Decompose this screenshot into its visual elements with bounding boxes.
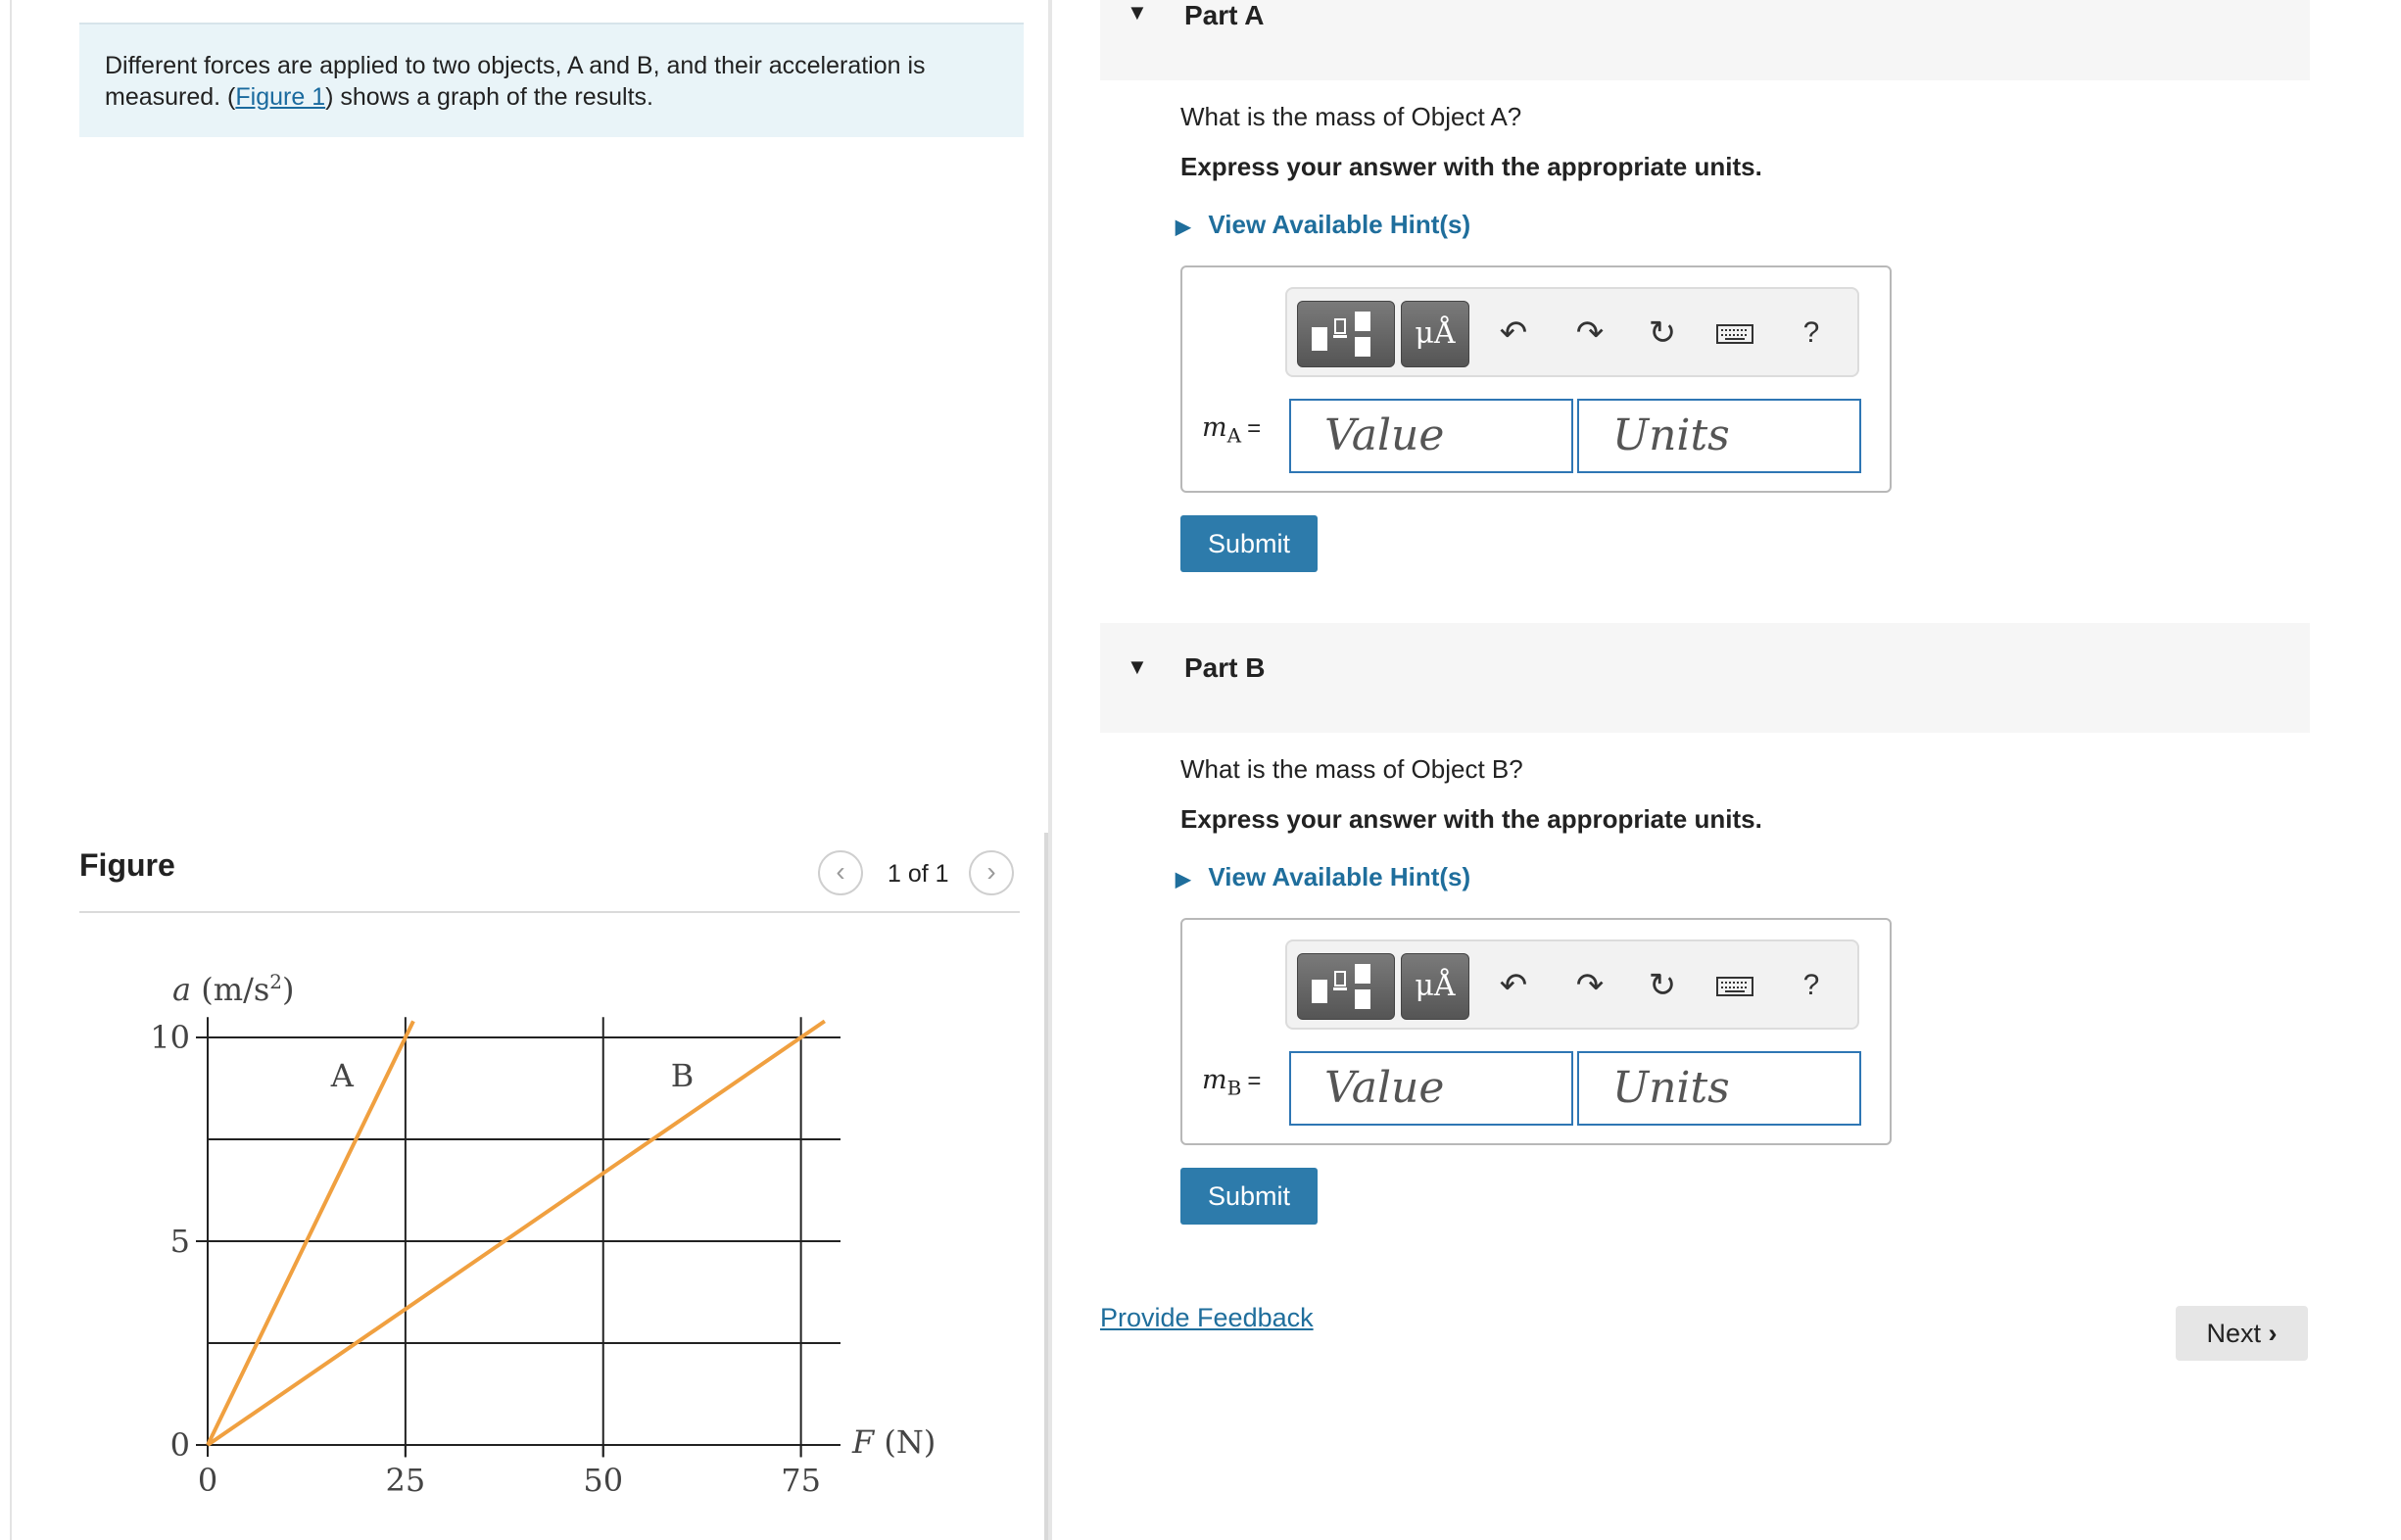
keyboard-button[interactable] xyxy=(1710,961,1759,1010)
figure-title: Figure xyxy=(79,847,175,883)
y-axis-label: a $(m/s^2)$ xyxy=(172,970,295,1008)
x-tick-label: 50 xyxy=(583,1462,624,1499)
y-tick-label: 10 xyxy=(150,1019,190,1056)
chevron-left-icon: ‹ xyxy=(836,856,845,887)
collapse-caret-icon[interactable]: ▼ xyxy=(1127,654,1148,679)
next-button[interactable] xyxy=(2176,1306,2308,1361)
redo-icon: ↷ xyxy=(1575,314,1605,352)
series-line-a xyxy=(208,1021,413,1445)
variable-label: $m_A$ = xyxy=(1202,412,1262,448)
hint-label: View Available Hint(s) xyxy=(1208,210,1471,239)
part-b-submit-button[interactable]: Submit xyxy=(1180,1168,1318,1225)
templates-button[interactable] xyxy=(1297,953,1395,1020)
next-label: Next xyxy=(2206,1319,2261,1348)
figure-counter: 1 of 1 xyxy=(888,860,949,888)
units-input[interactable]: Units xyxy=(1577,1051,1861,1126)
provide-feedback-link[interactable]: Provide Feedback xyxy=(1100,1303,1314,1332)
part-a-hint-link[interactable] xyxy=(1176,210,1470,240)
expand-triangle-icon: ▶ xyxy=(1176,869,1191,890)
intro-text-before: Different forces are applied to two objects, A and B, and their acceleration is measured. ( xyxy=(105,52,926,111)
templates-icon xyxy=(1298,954,1396,1021)
reset-icon: ↻ xyxy=(1648,314,1677,352)
series-label-b: B xyxy=(670,1056,695,1094)
keyboard-icon xyxy=(1713,309,1756,358)
undo-icon: ↶ xyxy=(1499,967,1528,1004)
templates-icon xyxy=(1298,302,1396,368)
figure-divider xyxy=(79,911,1020,913)
series-label-a: A xyxy=(330,1056,354,1094)
chevron-right-icon: › xyxy=(986,856,996,887)
series-line-b xyxy=(208,1021,825,1445)
help-icon: ? xyxy=(1802,969,1820,1001)
units-icon: μÅ xyxy=(1415,969,1456,1003)
part-b-header[interactable] xyxy=(1100,623,2310,733)
chevron-right-icon: › xyxy=(2268,1319,2278,1348)
part-a-submit-button[interactable]: Submit xyxy=(1180,515,1318,572)
part-b-question: What is the mass of Object B? xyxy=(1180,754,1523,784)
figure-next-button[interactable] xyxy=(969,850,1014,895)
x-tick-label: 25 xyxy=(385,1462,426,1499)
redo-icon: ↷ xyxy=(1575,967,1605,1004)
panel-divider xyxy=(1048,0,1052,1540)
units-icon: μÅ xyxy=(1415,316,1456,351)
help-button[interactable] xyxy=(1787,309,1836,358)
force-acceleration-chart xyxy=(137,955,960,1514)
x-tick-label: 75 xyxy=(781,1462,821,1499)
redo-button[interactable] xyxy=(1565,961,1614,1010)
part-b-title: Part B xyxy=(1184,652,1266,683)
y-tick-label: 5 xyxy=(169,1223,190,1260)
keyboard-button[interactable] xyxy=(1710,309,1759,358)
part-a-title: Part A xyxy=(1184,0,1265,30)
units-button[interactable] xyxy=(1401,301,1469,367)
left-edge xyxy=(10,0,12,1540)
part-a-instruction: Express your answer with the appropriate units. xyxy=(1180,152,1762,181)
undo-icon: ↶ xyxy=(1499,314,1528,352)
problem-intro xyxy=(79,23,1024,137)
hint-label: View Available Hint(s) xyxy=(1208,862,1471,891)
intro-text-after: ) shows a graph of the results. xyxy=(325,83,653,111)
figure-link[interactable]: Figure 1 xyxy=(235,83,326,111)
part-b-instruction: Express your answer with the appropriate units. xyxy=(1180,804,1762,834)
templates-button[interactable] xyxy=(1297,301,1395,367)
panel-divider-scroll[interactable] xyxy=(1044,833,1048,1540)
keyboard-icon xyxy=(1713,961,1756,1010)
collapse-caret-icon[interactable]: ▼ xyxy=(1127,0,1148,24)
value-input[interactable]: Value xyxy=(1289,1051,1573,1126)
reset-button[interactable] xyxy=(1638,309,1687,358)
part-b-hint-link[interactable] xyxy=(1176,862,1470,892)
help-icon: ? xyxy=(1802,316,1820,349)
part-a-question: What is the mass of Object A? xyxy=(1180,102,1522,131)
redo-button[interactable] xyxy=(1565,309,1614,358)
part-b-answer-box xyxy=(1180,918,1892,1145)
reset-icon: ↻ xyxy=(1648,967,1677,1004)
part-a-answer-box xyxy=(1180,265,1892,493)
expand-triangle-icon: ▶ xyxy=(1176,217,1191,238)
help-button[interactable] xyxy=(1787,961,1836,1010)
undo-button[interactable] xyxy=(1489,309,1538,358)
math-toolbar xyxy=(1285,939,1859,1030)
figure-prev-button[interactable] xyxy=(818,850,863,895)
variable-label: $m_B$ = xyxy=(1202,1065,1262,1100)
y-tick-label: 0 xyxy=(169,1426,190,1464)
x-tick-label: 0 xyxy=(197,1462,218,1499)
x-axis-label: F (N) xyxy=(852,1423,936,1461)
undo-button[interactable] xyxy=(1489,961,1538,1010)
math-toolbar xyxy=(1285,287,1859,377)
part-a-header[interactable] xyxy=(1100,0,2310,80)
units-button[interactable] xyxy=(1401,953,1469,1020)
units-input[interactable]: Units xyxy=(1577,399,1861,473)
value-input[interactable]: Value xyxy=(1289,399,1573,473)
reset-button[interactable] xyxy=(1638,961,1687,1010)
